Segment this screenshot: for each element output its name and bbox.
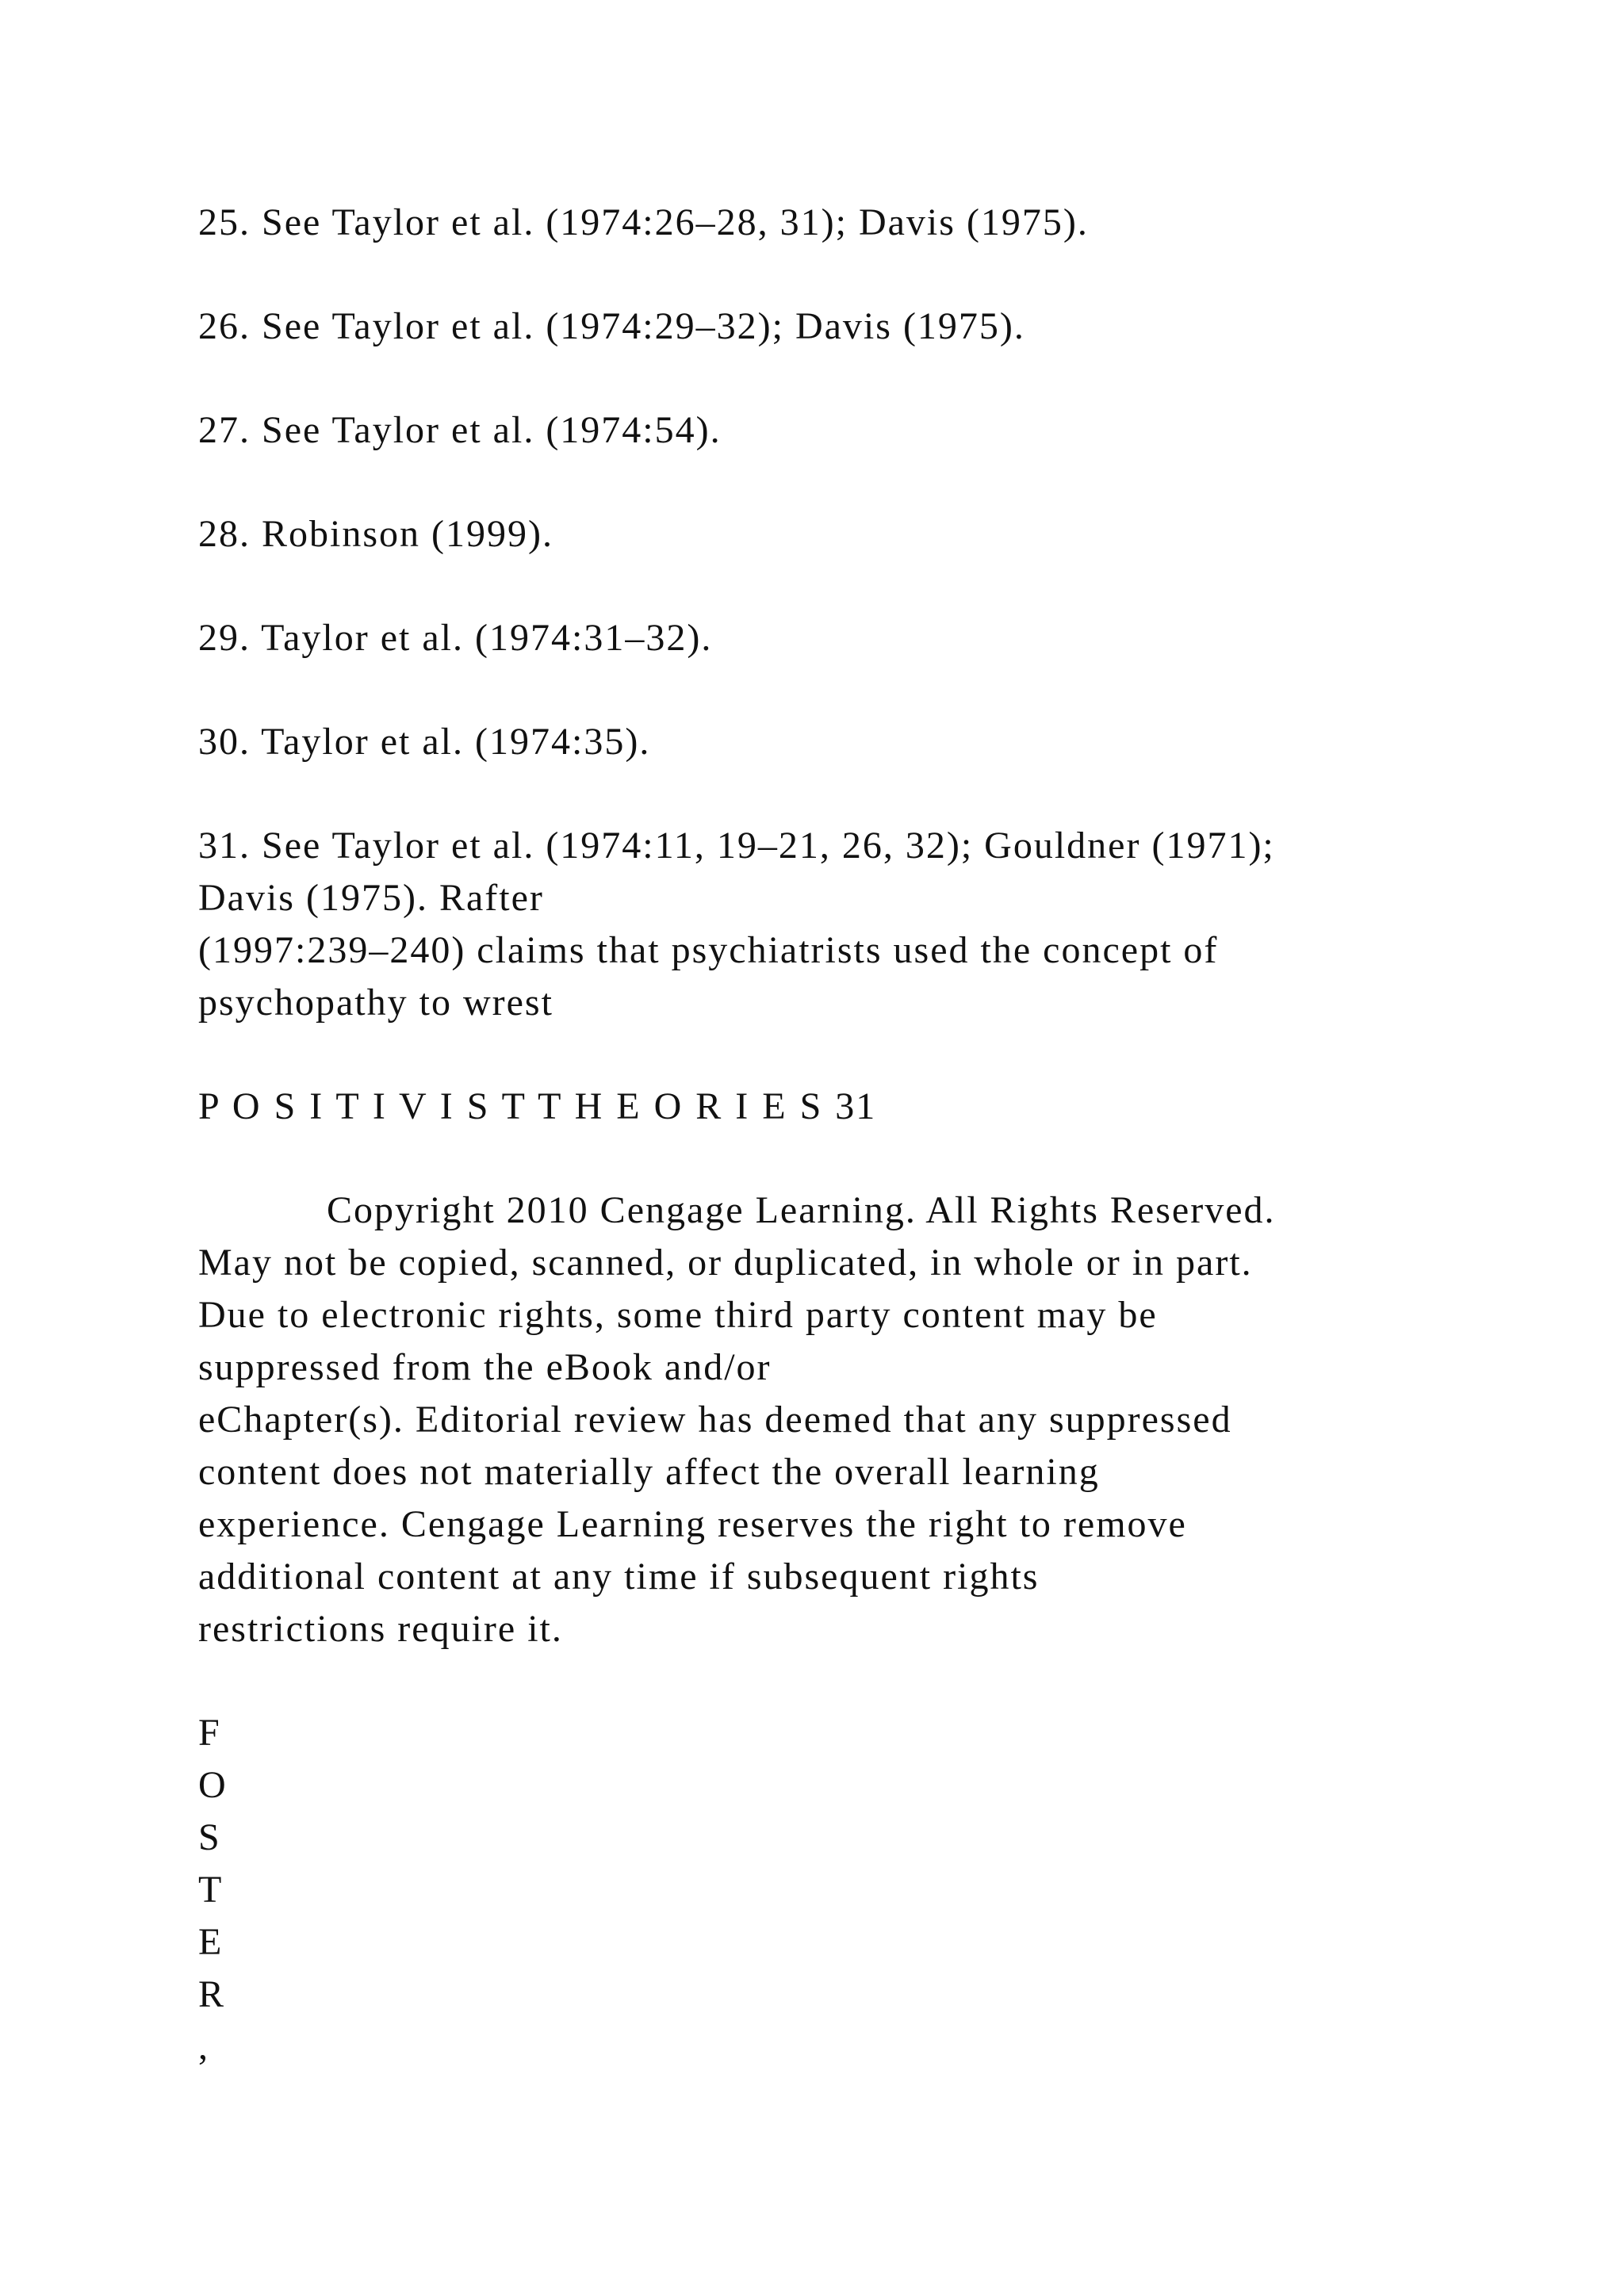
endnote-28 bbox=[198, 508, 1507, 561]
copyright-line: restrictions require it. bbox=[198, 1608, 563, 1650]
vertical-letter: S bbox=[198, 1816, 221, 1858]
copyright-line: eChapter(s). Editorial review has deemed that any suppressed bbox=[198, 1399, 1232, 1441]
copyright-line: Copyright 2010 Cengage Learning. All Rights Reserved. bbox=[327, 1189, 1276, 1231]
endnote-line: (1997:239–240) claims that psychiatrists used the concept of bbox=[198, 929, 1219, 971]
copyright-line: Due to electronic rights, some third party content may be bbox=[198, 1294, 1158, 1336]
vertical-letter: T bbox=[198, 1869, 224, 1911]
copyright-line: content does not materially affect the overall learning bbox=[198, 1451, 1100, 1493]
document-page bbox=[198, 197, 1507, 2073]
vertical-letter: R bbox=[198, 1973, 226, 2015]
endnote-25 bbox=[198, 197, 1507, 249]
copyright-line: suppressed from the eBook and/or bbox=[198, 1346, 772, 1388]
endnote-27 bbox=[198, 404, 1507, 457]
endnote-30 bbox=[198, 716, 1507, 768]
endnote-29 bbox=[198, 612, 1507, 664]
vertical-author-name bbox=[198, 1707, 1507, 2073]
endnote-text: 26. See Taylor et al. (1974:29–32); Davis (1975). bbox=[198, 305, 1025, 347]
endnote-line: 31. See Taylor et al. (1974:11, 19–21, 26, 32); Gouldner (1971); bbox=[198, 825, 1275, 867]
endnote-26 bbox=[198, 300, 1507, 353]
copyright-notice bbox=[198, 1184, 1507, 1655]
vertical-letter: , bbox=[198, 2026, 209, 2068]
vertical-letter: E bbox=[198, 1921, 224, 1963]
endnote-text: 28. Robinson (1999). bbox=[198, 513, 553, 555]
endnote-line: psychopathy to wrest bbox=[198, 982, 553, 1024]
vertical-letter: O bbox=[198, 1764, 228, 1806]
endnote-text: 25. See Taylor et al. (1974:26–28, 31); Davis (1975). bbox=[198, 201, 1089, 243]
copyright-line: May not be copied, scanned, or duplicated, in whole or in part. bbox=[198, 1242, 1253, 1284]
endnote-text: 27. See Taylor et al. (1974:54). bbox=[198, 409, 722, 451]
endnote-31 bbox=[198, 820, 1507, 1029]
copyright-line: additional content at any time if subsequent rights bbox=[198, 1556, 1040, 1598]
endnote-text: 29. Taylor et al. (1974:31–32). bbox=[198, 617, 713, 659]
endnote-text: 30. Taylor et al. (1974:35). bbox=[198, 721, 651, 763]
endnote-line: Davis (1975). Rafter bbox=[198, 877, 544, 919]
running-header: P O S I T I V I S T T H E O R I E S 31 bbox=[198, 1085, 877, 1127]
vertical-letter: F bbox=[198, 1712, 221, 1754]
copyright-line: experience. Cengage Learning reserves the right to remove bbox=[198, 1503, 1187, 1545]
